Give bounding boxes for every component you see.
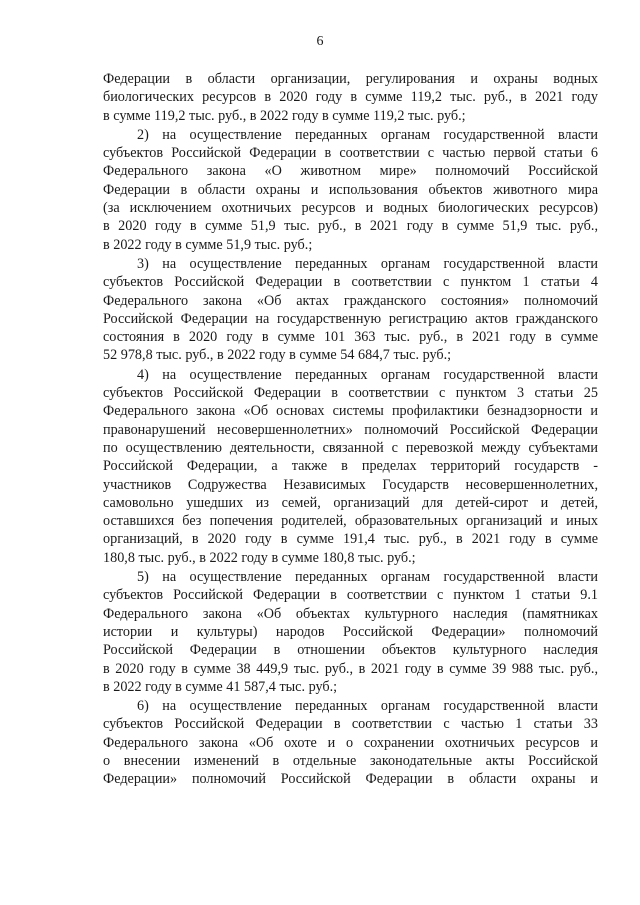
paragraph-cont <box>103 70 598 125</box>
text-line: субъектов Российской Федерации в соответствии с пунктом 1 статьи 4 <box>103 274 598 291</box>
text-line: в 2020 году в сумме 38 449,9 тыс. руб., в 2021 году в сумме 39 988 тыс. руб., <box>103 660 598 677</box>
text-line: 3) на осуществление переданных органам государственной власти <box>137 255 598 272</box>
text-line: Федерации» полномочий Российской Федерации в области охраны и <box>103 771 598 788</box>
text-line: 6) на осуществление переданных органам государственной власти <box>137 698 598 715</box>
text-line: Российской Федерации на государственную регистрацию актов гражданского <box>103 310 598 327</box>
text-line: в 2022 году в сумме 51,9 тыс. руб.; <box>103 236 313 253</box>
text-line: Федерального закона «Об охоте и о сохранении охотничьих ресурсов и <box>103 734 598 751</box>
paragraph-item-3 <box>103 255 598 365</box>
text-line: правонарушений несовершеннолетних» полномочий Российской Федерации <box>103 421 598 438</box>
text-line: биологических ресурсов в 2020 году в сумме 119,2 тыс. руб., в 2021 году <box>103 89 598 106</box>
paragraph-item-4 <box>103 366 598 567</box>
text-line: Федерального закона «Об основах системы профилактики безнадзорности и <box>103 403 598 420</box>
text-line: самовольно ушедших из семей, организаций для детей-сирот и детей, <box>103 494 598 511</box>
text-line: Федерации в области охраны и использования объектов животного мира <box>103 181 598 198</box>
text-line: о внесении изменений в отдельные законодательные акты Российской <box>103 752 598 769</box>
text-line: состояния в 2020 году в сумме 101 363 тыс. руб., в 2021 году в сумме <box>103 329 598 346</box>
paragraph-item-5 <box>103 568 598 696</box>
text-line: в сумме 119,2 тыс. руб., в 2022 году в сумме 119,2 тыс. руб.; <box>103 107 466 124</box>
text-line: 2) на осуществление переданных органам государственной власти <box>137 126 598 143</box>
text-line: Федерации в области организации, регулирования и охраны водных <box>103 71 598 87</box>
paragraph-item-2 <box>103 126 598 254</box>
page-number: 6 <box>316 34 324 49</box>
text-line: 5) на осуществление переданных органам государственной власти <box>137 569 598 586</box>
text-line: субъектов Российской Федерации в соответствии с частью 1 статьи 33 <box>103 716 598 733</box>
text-line: по осуществлению деятельности, связанной с перевозкой между субъектами <box>103 439 598 456</box>
text-line: 180,8 тыс. руб., в 2022 году в сумме 180,8 тыс. руб.; <box>103 549 416 566</box>
text-line: Российской Федерации в отношении объектов культурного наследия <box>103 642 598 659</box>
text-line: Федерального закона «Об актах гражданского состояния» полномочий <box>103 292 598 309</box>
text-line: Федерального закона «Об объектах культурного наследия (памятниках <box>103 605 598 622</box>
paragraph-item-6 <box>103 697 598 788</box>
text-line: 52 978,8 тыс. руб., в 2022 году в сумме 54 684,7 тыс. руб.; <box>103 347 452 364</box>
text-line: субъектов Российской Федерации в соответствии с пунктом 1 статьи 9.1 <box>103 587 598 604</box>
text-line: субъектов Российской Федерации в соответствии с пунктом 3 статьи 25 <box>103 385 598 402</box>
text-line: участников Содружества Независимых Государств несовершеннолетних, <box>103 476 598 493</box>
text-line: (за исключением охотничьих ресурсов и водных биологических ресурсов) <box>103 200 598 217</box>
text-line: в 2020 году в сумме 51,9 тыс. руб., в 2021 году в сумме 51,9 тыс. руб., <box>103 218 598 235</box>
text-line: оставшихся без попечения родителей, образовательных организаций и иных <box>103 513 598 530</box>
text-line: организаций, в 2020 году в сумме 191,4 тыс. руб., в 2021 году в сумме <box>103 531 598 548</box>
text-line: Российской Федерации, а также в пределах территорий государств - <box>103 458 598 475</box>
text-line: Федерального закона «О животном мире» полномочий Российской <box>103 163 598 180</box>
text-line: в 2022 году в сумме 41 587,4 тыс. руб.; <box>103 678 338 695</box>
text-line: истории и культуры) народов Российской Федерации» полномочий <box>103 623 598 640</box>
document-body <box>103 70 598 789</box>
text-line: 4) на осуществление переданных органам государственной власти <box>137 366 598 383</box>
text-line: субъектов Российской Федерации в соответствии с частью первой статьи 6 <box>103 145 598 162</box>
